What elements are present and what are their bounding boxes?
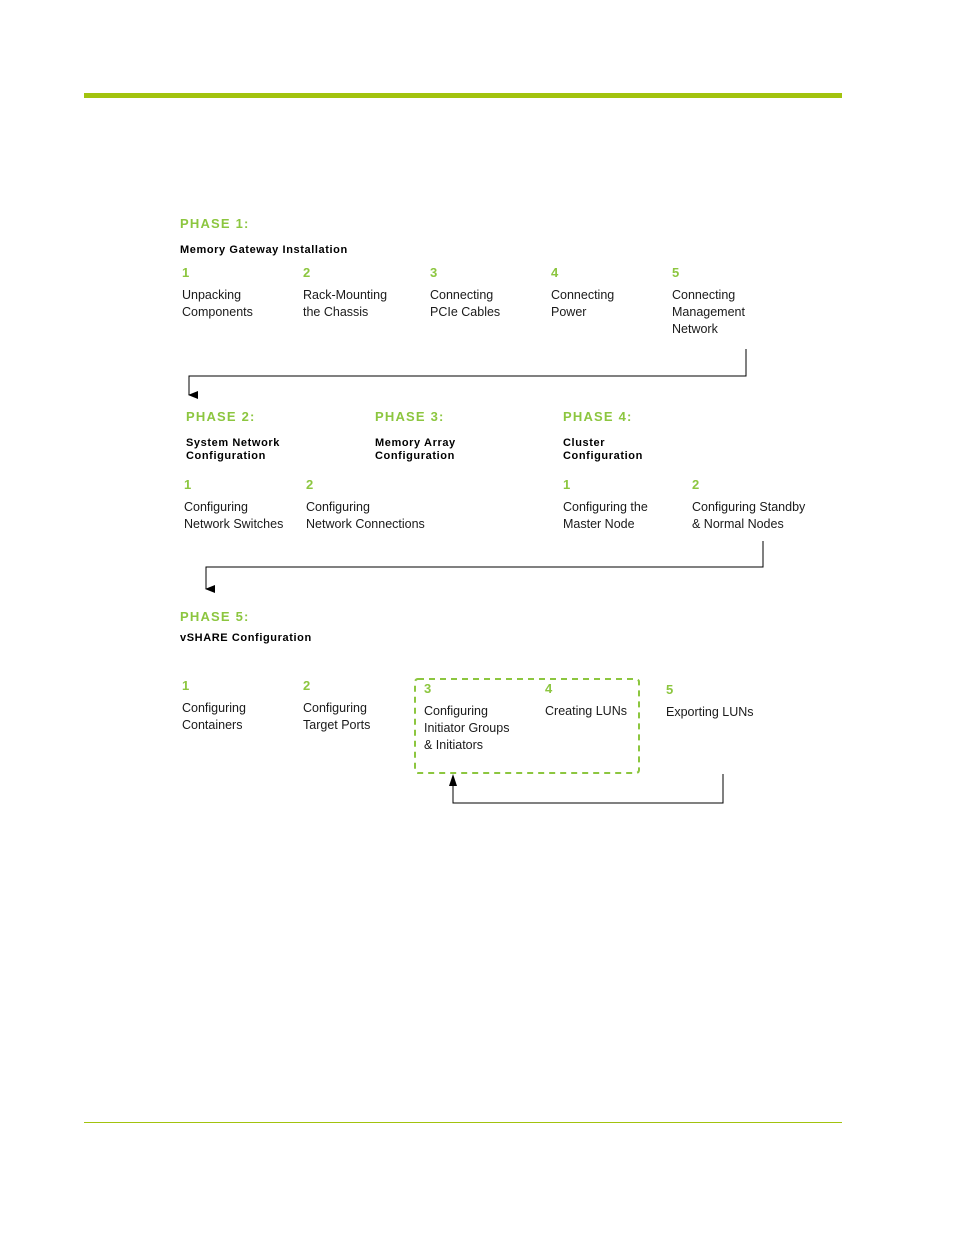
phase1-step-5 [672, 265, 745, 338]
step-number: 3 [424, 681, 432, 696]
phase5-step-5 [666, 682, 754, 721]
step-label: Exporting LUNs [666, 705, 754, 719]
step-label: Configuring Target Ports [303, 701, 371, 732]
step-label: Rack-Mounting the Chassis [303, 288, 388, 319]
connector-phase4-to-phase5 [206, 541, 763, 589]
step-label: Creating LUNs [545, 704, 627, 718]
phase3-title: PHASE 3: [375, 409, 445, 424]
step-label: Configuring the Master Node [563, 500, 648, 531]
phase2-title: PHASE 2: [186, 409, 256, 424]
step-number: 4 [551, 265, 559, 280]
step-number: 1 [182, 265, 190, 280]
connector-loop-back [453, 774, 723, 803]
phase4-subtitle: Cluster Configuration [563, 437, 643, 462]
step-number: 1 [563, 477, 571, 492]
step-number: 3 [430, 265, 438, 280]
step-number: 1 [184, 477, 192, 492]
step-number: 5 [672, 265, 680, 280]
phase4-title: PHASE 4: [563, 409, 633, 424]
loop-arrow-head [449, 774, 457, 786]
phase2-subtitle: System Network Configuration [186, 437, 280, 462]
step-label: Configuring Initiator Groups & Initiators [424, 704, 510, 752]
phase2-step-2 [306, 477, 425, 533]
step-label: Unpacking Components [182, 288, 253, 319]
step-label: Configuring Network Switches [184, 500, 284, 531]
step-number: 2 [303, 678, 311, 693]
step-number: 4 [545, 681, 553, 696]
step-label: Connecting Power [551, 288, 615, 319]
phase1-step-3 [430, 265, 500, 321]
phase2-step-1 [184, 477, 283, 533]
phase5-title: PHASE 5: [180, 609, 250, 624]
step-label: Connecting PCIe Cables [430, 288, 501, 319]
phase3-subtitle: Memory Array Configuration [375, 437, 456, 462]
step-number: 2 [692, 477, 700, 492]
step-label: Connecting Management Network [672, 288, 745, 336]
step-label: Configuring Network Connections [306, 500, 425, 531]
phase1-step-4 [551, 265, 614, 321]
step-label: Configuring Containers [182, 701, 246, 732]
phase5-step-4 [545, 681, 627, 720]
phase1-title: PHASE 1: [180, 216, 250, 231]
phase5-step-1 [182, 678, 246, 734]
phase4-step-1 [563, 477, 648, 533]
phase5-subtitle: vSHARE Configuration [180, 632, 312, 644]
phase5-step-2 [303, 678, 370, 734]
step-number: 5 [666, 682, 674, 697]
phase1-step-1 [182, 265, 253, 321]
step-number: 1 [182, 678, 190, 693]
phase4-step-2 [692, 477, 805, 533]
connector-phase1-to-phase2 [189, 349, 746, 395]
phase1-step-2 [303, 265, 387, 321]
phase5-step-3 [424, 681, 509, 754]
step-number: 2 [303, 265, 311, 280]
bottom-rule [84, 1122, 842, 1123]
step-label: Configuring Standby & Normal Nodes [692, 500, 806, 531]
phase1-subtitle: Memory Gateway Installation [180, 244, 348, 256]
step-number: 2 [306, 477, 314, 492]
top-accent-bar [84, 93, 842, 98]
